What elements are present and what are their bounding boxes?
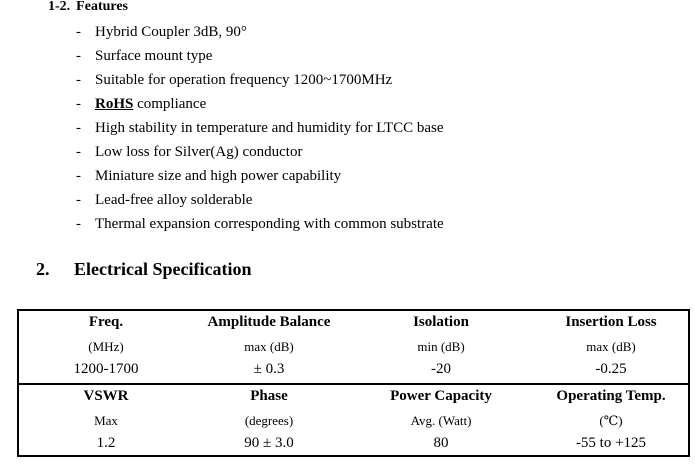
spec-header: Isolation xyxy=(413,314,469,330)
spec-value: -20 xyxy=(431,361,451,377)
feature-text: Hybrid Coupler 3dB, 90° xyxy=(95,24,247,40)
feature-text: Low loss for Silver(Ag) conductor xyxy=(95,144,303,160)
spec-value: -0.25 xyxy=(595,361,627,377)
rohs-label: RoHS xyxy=(95,96,134,112)
spec-unit: min (dB) xyxy=(417,339,465,354)
feature-item xyxy=(76,92,444,116)
spec-cell-power-capacity xyxy=(367,385,515,457)
bullet-dash: - xyxy=(76,168,81,184)
feature-item xyxy=(76,212,444,236)
spec-row xyxy=(19,311,688,383)
feature-item xyxy=(76,116,444,140)
feature-item xyxy=(76,140,444,164)
feature-text: Lead-free alloy solderable xyxy=(95,192,253,208)
bullet-dash: - xyxy=(76,96,81,112)
feature-text: Thermal expansion corresponding with common substrate xyxy=(95,216,444,232)
spec-value: ± 0.3 xyxy=(253,361,285,377)
spec-unit: Max xyxy=(94,413,118,428)
spec-cell-phase xyxy=(189,385,349,457)
feature-item xyxy=(76,20,444,44)
feature-text: Suitable for operation frequency 1200~1700MHz xyxy=(95,72,393,88)
features-number: 1-2. xyxy=(48,0,71,14)
spec-cell-freq xyxy=(42,311,170,383)
spec-cell-vswr xyxy=(42,385,170,457)
feature-item xyxy=(76,68,444,92)
spec-header: Insertion Loss xyxy=(565,314,657,330)
spec-header: Operating Temp. xyxy=(556,388,666,404)
spec-cell-insertion-loss xyxy=(537,311,685,383)
feature-item xyxy=(76,164,444,188)
spec-header: Phase xyxy=(250,388,288,404)
spec-header: Freq. xyxy=(88,314,124,330)
spec-table xyxy=(17,309,690,457)
feature-item xyxy=(76,188,444,212)
section-heading xyxy=(36,259,251,280)
section-title: Electrical Specification xyxy=(74,259,252,279)
spec-value: 1.2 xyxy=(96,435,116,451)
spec-unit: Avg. (Watt) xyxy=(410,413,472,428)
bullet-dash: - xyxy=(76,48,81,64)
spec-cell-operating-temp xyxy=(537,385,685,457)
spec-header: Amplitude Balance xyxy=(207,314,331,330)
spec-value: 80 xyxy=(433,435,449,451)
spec-header: VSWR xyxy=(83,388,129,404)
spec-unit: max (dB) xyxy=(586,339,636,354)
spec-unit: (degrees) xyxy=(244,413,294,428)
spec-cell-amplitude-balance xyxy=(189,311,349,383)
spec-unit: max (dB) xyxy=(244,339,294,354)
bullet-dash: - xyxy=(76,192,81,208)
spec-header: Power Capacity xyxy=(390,388,492,404)
feature-item xyxy=(76,44,444,68)
spec-value: 90 ± 3.0 xyxy=(244,435,294,451)
section-number: 2. xyxy=(36,259,50,279)
bullet-dash: - xyxy=(76,24,81,40)
feature-text: High stability in temperature and humidity for LTCC base xyxy=(95,120,444,136)
bullet-dash: - xyxy=(76,120,81,136)
spec-value: -55 to +125 xyxy=(575,435,647,451)
features-list xyxy=(76,20,444,236)
spec-row xyxy=(19,385,688,457)
features-title: Features xyxy=(76,0,129,14)
bullet-dash: - xyxy=(76,72,81,88)
features-heading xyxy=(48,0,128,15)
feature-text: Surface mount type xyxy=(95,48,213,64)
feature-text: compliance xyxy=(137,96,207,112)
feature-text: Miniature size and high power capability xyxy=(95,168,342,184)
bullet-dash: - xyxy=(76,216,81,232)
spec-cell-isolation xyxy=(367,311,515,383)
spec-value: 1200-1700 xyxy=(73,361,139,377)
bullet-dash: - xyxy=(76,144,81,160)
spec-unit: (MHz) xyxy=(88,339,124,354)
spec-unit: (℃) xyxy=(599,413,623,428)
